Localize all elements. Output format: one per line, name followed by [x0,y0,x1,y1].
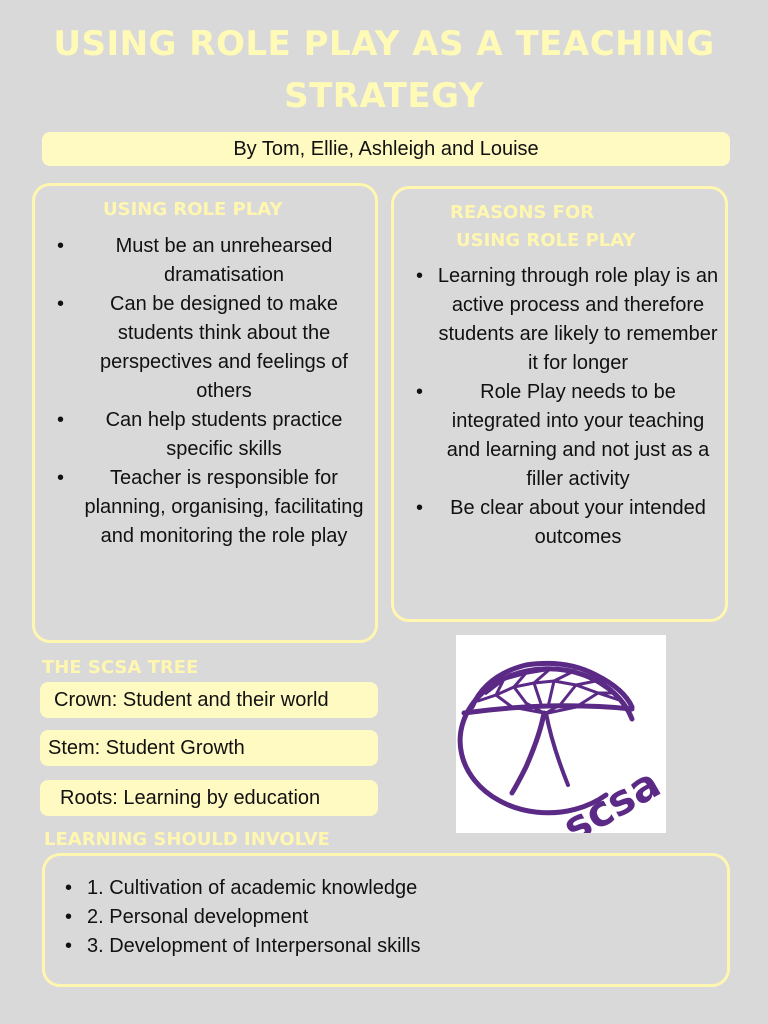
reasons-heading-line2: USING ROLE PLAY [456,230,636,251]
using-role-play-heading: USING ROLE PLAY [103,199,283,220]
logo-text: scsa [554,758,666,833]
learning-panel [42,853,730,987]
list-item: • Role Play needs to be integrated into your teaching and learning and not just as a filler activity [436,378,720,494]
scsa-tree-logo-icon [456,635,666,833]
using-role-play-list [79,232,369,551]
reasons-panel [391,186,728,622]
list-item: • 2. Personal development [87,903,421,932]
list-item: • Teacher is responsible for planning, organising, facilitating and monitoring the role play [79,464,369,551]
scsa-tree-heading: THE SCSA TREE [42,657,199,678]
list-item: • Learning through role play is an active process and therefore students are likely to remember it for longer [436,262,720,378]
page-title: USING ROLE PLAY AS A TEACHING STRATEGY [53,24,715,116]
learning-heading: LEARNING SHOULD INVOLVE [44,829,330,850]
list-item: • Be clear about your intended outcomes [436,494,720,552]
using-role-play-panel [32,183,378,643]
learning-list [87,874,421,961]
authors-banner: By Tom, Ellie, Ashleigh and Louise [42,132,730,166]
reasons-heading-line1: REASONS FOR [450,202,595,223]
reasons-list [436,262,720,552]
list-item: • 3. Development of Interpersonal skills [87,932,421,961]
crown-pill: Crown: Student and their world [40,682,378,718]
list-item: • Can help students practice specific skills [79,406,369,464]
reasons-heading [450,199,635,255]
list-item: • Must be an unrehearsed dramatisation [79,232,369,290]
scsa-logo [456,635,666,833]
list-item: • Can be designed to make students think about the perspectives and feelings of others [79,290,369,406]
roots-pill: Roots: Learning by education [40,780,378,816]
stem-pill: Stem: Student Growth [40,730,378,766]
list-item: • 1. Cultivation of academic knowledge [87,874,421,903]
